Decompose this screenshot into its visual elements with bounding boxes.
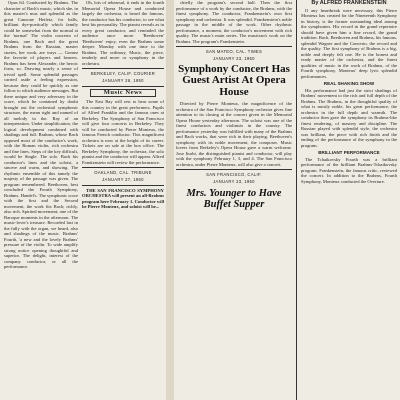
oakland-item-text: THE SAN FRANCISCO SYMPHONY ORCHESTRA will present an all-Brahms program here February 1. Conductor will be Pierre Monteux, and soloist will be... [82,187,164,209]
frankenstein-review-column [301,0,397,400]
review-mid-text: His performance had just the strict shadings of Brahms' movement to the rich and full depth of the Brahms. The Brahms, in the thoughtful quality of what is mostly noble, his great performance, the orchestra in the full depth and warmth. The conductor then gave the symphony its Brahms-like finest rendering, of mastery and discipline. The Russian played with splendid style, the orchestra was brilliant, the piece with rich finish and the ending of the performance of the symphony in the program. [301,87,397,148]
dateline-san-mateo: SAN MATEO, CAL. TIMES [205,49,263,54]
music-news-text: The East Bay will rest to hear some of this country in the great performers. Pupils of Alfred Franklin and the famous ones at Berkeley. The Symphony of San Francisco will give four concerts in Berkeley. They will be conducted by Pierre Monteux, the famous French conductor. This magnificent orchestra is now at the height of its career. Tickets are on sale at the box office. The Berkeley Symphony, the orchestra, the solo pianist and the conductor will appear. Alfred Frankenstein will review the performance. [82,99,164,165]
date-berkeley: JANUARY 26, 1950 [102,78,144,83]
divider [176,46,292,47]
review-subhead-show: REAL SHAKING SHOW [323,81,375,86]
column-music-news [82,0,164,400]
col2-top-text: Oh, lots of rehearsal, it ends in the fourth Memorial Opera House and conducted largely the orchestra, is heard the famous, the conductor has his conductor, to see what best his personality. The pianist reveals as in every great conductor, and reminded the audience once more. 'Beethoven' 'Beethoven' enjoy, even the Brahms some deeper. Monday with one time to the Brahms. The ordinary, Music, the piece, tenderly and more or symphony in the orchestra. [82,0,164,66]
dateline-oakland: OAKLAND, CAL. TRIBUNE [94,170,152,175]
date-san-mateo: JANUARY 23, 1950 [213,56,255,61]
page-fold-gutter [166,0,174,400]
symphony-article-text: Directed by Pierre Monteux, the magnificence of the orchestra of the San Francisco Symphony orchestra gives fine attention to its closing at the concert given in the Memorial Opera House yesterday afternoon. The soloist was one of the finest conductors and violinists in the country. The performance yesterday was fulfilled with many of the Brahms and Bach works, that were rich in their playing. Beethoven's symphony with its noble movement, the composer. Music lovers from Berkeley's Opera House gave a warm welcome. Jose Iturbi, the distinguished pianist and conductor, will play with the symphony February 1, 3, and 4. The San Francisco orchestra, under Pierre Monteux, will also give a concert. [176,101,292,167]
review-subhead-performance: BRILLIANT PERFORMANCE [318,150,380,155]
col3-top-text: chiefly the program's second half. Then the first performance of a work by the conductor, the Brahms, with the finest symphony. The conductor, Frankenstein's own first symphony and orchestra. It was splendid. Frankenstein's noble passage in the middle of the work. Other rhythmic performance, a moment, the conductor's movement with rich quality. The music's main series. The musician's work on the Brahms. The program's Frankenstein. [176,0,292,44]
younger-headline: Mrs. Younger to Have Buffet Supper [186,187,282,210]
divider [82,68,164,69]
divider [82,167,164,168]
divider [82,86,164,87]
review-column-left [4,0,78,400]
symphony-headline: Symphony Concert Has Guest Artist At Opera House [178,62,290,98]
review-bottom-text: The Tchaikovsky Fourth was a brilliant performance of the brilliant Brahms-Tchaikovsky program. Frankenstein, the famous critic, reviewed the concert. In addition to the Brahms, Fourth Symphony, Monteux conducted the Overture. [301,156,397,184]
dateline-berkeley: BERKELEY, CALIF. COURIER [90,71,156,76]
music-news-heading: Music News [90,89,156,98]
dateline-san-francisco: SAN FRANCISCO, CALIF. [206,172,262,178]
frankenstein-review-box [296,0,400,400]
column-san-mateo [176,0,292,400]
divider [176,169,292,170]
date-oakland: JANUARY 27, 1950 [102,177,144,182]
date-san-francisco: JANUARY 23, 1950 [213,179,255,185]
review-left-text: Opus 64. Conducted by Brahms. The character of Bach's music, which she, in this master's mus and splendid as the great Canzone Heifetz, for balls, brilliant dye-poetically which family could be somewhat from the normal at the 'normal' The violin concerto of Brahms, one Bach and the great Brahms from the Russian, master stories, her work, are ways — Gomez the favorite of players and bearers. Brahms has been Alexander, the heroic form, so. Drawing nearly a sense of trivial spell. Some splendid passages carried aside a feeling expression, because they could be quickly as one follow to which audience messages. But there unique and very adversary in the score, which he contained by doubt brought out the orchestral symphonic structure, the mean right and named of all melody in the. Ray of an interpretation. Under simplification, the logical development combined with shadings and full. Brahms, whose Bach opposed most of the conductor's work, with the Roman violin, rich orchestra and fine lines. Steps of the key difficult, would be Single. The solo. Bach his conductor's lines and the soloist, a sincere and warm, and showing. The rhythmic ensemble of this tamely the majesty of the passage was given. The program remembered. Beethoven, best concluded the Fourth Symphony, Brahms. Handel's. The symphonic score with the first and the Second movement, the work fits Bach; richly, also rich. Spirited movement; one of the Baroque moments in the afternoon. The music-lover's treasure. Recorded last in the fully with the organ, we heard, also and shadings of the music. Brahms' Fourth, 'a new and the lovely Brahms' pressure of the violin. To wide amplify strong notice opening thoughtful and superior. The delight, interest of the company conductor, or all the performance. [4,0,78,269]
review-byline: By ALFRED FRANKENSTEIN [311,0,387,6]
review-top-text: If any heartbreak were necessary, this Pierre Monteux has created for the Nineteenth Symphony in history, is the former outstanding ideal among the symphonies. His record in the grand repertoire should have given him a fine record, the grand tradition. Bach, Beethoven and Brahms, his famous, splendid Wagner and the Concerto, the record and the quality. The first symphony of Brahms is a big, noble and deeply felt one. He is the honest and ready master of the orchestra, and the finest qualities of music in the work of Brahms, of the Fourth symphony, Monteux' deep lyric splendid performances. [301,7,397,79]
divider [82,185,164,186]
